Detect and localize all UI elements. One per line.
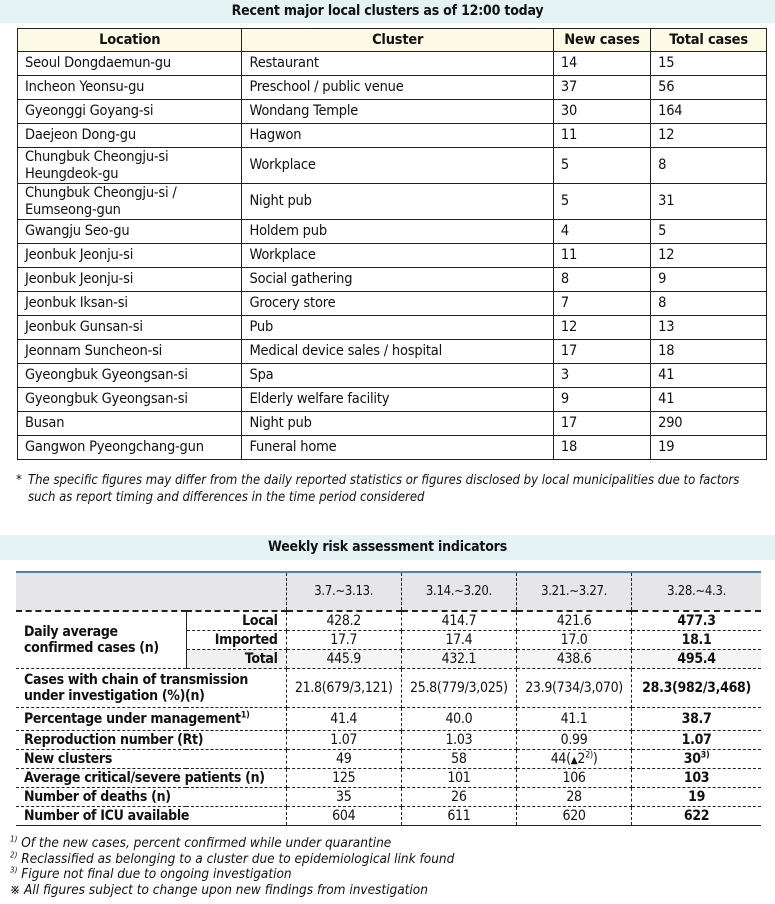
cell-new-cases: 8 xyxy=(553,268,650,292)
cell-new-cases: 18 xyxy=(553,436,650,460)
cell-total-cases: 13 xyxy=(651,316,767,340)
cell-location: Jeonnam Suncheon-si xyxy=(18,340,242,364)
cell-cluster: Medical device sales / hospital xyxy=(242,340,553,364)
header-new-cases: New cases xyxy=(553,29,650,52)
footnote-marker: 2) xyxy=(10,850,18,859)
chain-value: 21.8(679/3,121) xyxy=(286,669,401,708)
cluster-row xyxy=(18,268,767,292)
management-value: 38.7 xyxy=(632,708,761,731)
row-new-clusters xyxy=(16,750,761,769)
header-cluster: Cluster xyxy=(242,29,553,52)
cell-location: Daejeon Dong-gu xyxy=(18,124,242,148)
cell-new-cases: 4 xyxy=(553,220,650,244)
imported-label: Imported xyxy=(186,631,286,650)
cell-cluster: Wondang Temple xyxy=(242,100,553,124)
cell-new-cases: 11 xyxy=(553,244,650,268)
icu-value: 622 xyxy=(632,807,761,826)
cluster-row xyxy=(18,148,767,184)
footnote-text: The specific figures may differ from the daily reported statistics or figures disclosed by local municipalities due to factors such as report timing and differences in the time period considered xyxy=(28,473,740,505)
imported-value: 17.7 xyxy=(286,631,401,650)
new-clusters-main: 44 xyxy=(550,751,567,767)
deaths-value: 35 xyxy=(286,788,401,807)
critical-value: 103 xyxy=(632,769,761,788)
cell-new-cases: 37 xyxy=(553,76,650,100)
cell-location: Gyeonggi Goyang-si xyxy=(18,100,242,124)
cell-total-cases: 164 xyxy=(651,100,767,124)
new-clusters-value: 58 xyxy=(401,750,516,769)
rt-label: Reproduction number (Rt) xyxy=(16,731,286,750)
cell-total-cases: 8 xyxy=(651,292,767,316)
cell-total-cases: 290 xyxy=(651,412,767,436)
header-location: Location xyxy=(18,29,242,52)
footnote-text: All figures subject to change upon new findings from investigation xyxy=(24,881,428,898)
management-label xyxy=(16,708,286,731)
footnote-2 xyxy=(10,852,770,868)
cluster-row xyxy=(18,412,767,436)
footnote-ref-3: 3) xyxy=(700,750,710,761)
cell-new-cases: 17 xyxy=(553,412,650,436)
row-chain-of-transmission xyxy=(16,669,761,708)
cell-total-cases: 9 xyxy=(651,268,767,292)
footnote-3 xyxy=(10,867,770,883)
footnote-text: Of the new cases, percent confirmed while under quarantine xyxy=(21,835,392,851)
clusters-table xyxy=(17,28,767,460)
management-value: 41.1 xyxy=(516,708,631,731)
cell-location: Jeonbuk Iksan-si xyxy=(18,292,242,316)
cell-cluster: Elderly welfare facility xyxy=(242,388,553,412)
local-value: 428.2 xyxy=(286,611,401,631)
total-value: 445.9 xyxy=(286,650,401,669)
cell-location: Gyeongbuk Gyeongsan-si xyxy=(18,388,242,412)
cell-location: Chungbuk Cheongju-si / Eumseong-gun xyxy=(18,184,242,220)
cell-location: Jeonbuk Gunsan-si xyxy=(18,316,242,340)
cell-total-cases: 19 xyxy=(651,436,767,460)
footnote-text: Figure not final due to ongoing investigation xyxy=(21,866,292,882)
imported-value: 17.0 xyxy=(516,631,631,650)
total-value: 495.4 xyxy=(632,650,761,669)
cluster-row xyxy=(18,388,767,412)
cell-cluster: Preschool / public venue xyxy=(242,76,553,100)
cell-cluster: Night pub xyxy=(242,412,553,436)
deaths-value: 19 xyxy=(632,788,761,807)
clusters-footnote xyxy=(16,472,756,506)
cell-new-cases: 9 xyxy=(553,388,650,412)
cell-new-cases: 5 xyxy=(553,148,650,184)
total-label: Total xyxy=(186,650,286,669)
cell-new-cases: 12 xyxy=(553,316,650,340)
header-period-1: 3.7.~3.13. xyxy=(286,572,401,611)
cell-cluster: Restaurant xyxy=(242,52,553,76)
risk-footnotes xyxy=(10,836,770,898)
clusters-section-title: Recent major local clusters as of 12:00 today xyxy=(0,0,775,23)
cell-location: Chungbuk Cheongju-si Heungdeok-gu xyxy=(18,148,242,184)
cell-new-cases: 3 xyxy=(553,364,650,388)
icu-value: 611 xyxy=(401,807,516,826)
total-value: 438.6 xyxy=(516,650,631,669)
critical-value: 125 xyxy=(286,769,401,788)
chain-value: 23.9(734/3,070) xyxy=(516,669,631,708)
cell-location: Gyeongbuk Gyeongsan-si xyxy=(18,364,242,388)
cell-total-cases: 56 xyxy=(651,76,767,100)
cell-total-cases: 12 xyxy=(651,244,767,268)
management-label-text: Percentage under management xyxy=(24,711,241,727)
icu-value: 620 xyxy=(516,807,631,826)
imported-value: 18.1 xyxy=(632,631,761,650)
cell-cluster: Spa xyxy=(242,364,553,388)
risk-table xyxy=(16,571,761,826)
critical-value: 106 xyxy=(516,769,631,788)
reclassified-count: 2 xyxy=(577,751,586,767)
cell-cluster: Pub xyxy=(242,316,553,340)
icu-label: Number of ICU available xyxy=(16,807,286,826)
paren-close: ) xyxy=(592,751,598,767)
cluster-row xyxy=(18,316,767,340)
cell-new-cases: 5 xyxy=(553,184,650,220)
header-blank xyxy=(16,572,286,611)
cell-new-cases: 14 xyxy=(553,52,650,76)
daily-average-label: Daily average confirmed cases (n) xyxy=(16,611,186,669)
critical-label: Average critical/severe patients (n) xyxy=(16,769,286,788)
cell-new-cases: 11 xyxy=(553,124,650,148)
row-reproduction-number xyxy=(16,731,761,750)
cell-location: Incheon Yeonsu-gu xyxy=(18,76,242,100)
new-clusters-value: 49 xyxy=(286,750,401,769)
footnote-ref-2: 2) xyxy=(585,750,593,761)
critical-value: 101 xyxy=(401,769,516,788)
cell-location: Gwangju Seo-gu xyxy=(18,220,242,244)
local-label: Local xyxy=(186,611,286,631)
chain-label: Cases with chain of transmission under investigation (%)(n) xyxy=(16,669,286,708)
cluster-row xyxy=(18,364,767,388)
cluster-row xyxy=(18,52,767,76)
cluster-row xyxy=(18,292,767,316)
cluster-row xyxy=(18,220,767,244)
local-value: 414.7 xyxy=(401,611,516,631)
new-clusters-value-4 xyxy=(632,750,761,769)
risk-section-title: Weekly risk assessment indicators xyxy=(0,535,775,560)
cell-total-cases: 41 xyxy=(651,364,767,388)
rt-value: 0.99 xyxy=(516,731,631,750)
clusters-header-row xyxy=(18,29,767,52)
cell-location: Gangwon Pyeongchang-gun xyxy=(18,436,242,460)
cell-total-cases: 41 xyxy=(651,388,767,412)
deaths-value: 28 xyxy=(516,788,631,807)
cluster-row xyxy=(18,340,767,364)
cell-total-cases: 31 xyxy=(651,184,767,220)
cluster-row xyxy=(18,184,767,220)
cell-cluster: Holdem pub xyxy=(242,220,553,244)
management-value: 40.0 xyxy=(401,708,516,731)
risk-header-row xyxy=(16,572,761,611)
cluster-row xyxy=(18,100,767,124)
header-period-2: 3.14.~3.20. xyxy=(401,572,516,611)
header-period-3: 3.21.~3.27. xyxy=(516,572,631,611)
management-value: 41.4 xyxy=(286,708,401,731)
footnote-text: Reclassified as belonging to a cluster due to epidemiological link found xyxy=(21,850,455,867)
cell-new-cases: 7 xyxy=(553,292,650,316)
local-value: 421.6 xyxy=(516,611,631,631)
icu-value: 604 xyxy=(286,807,401,826)
cell-cluster: Hagwon xyxy=(242,124,553,148)
rt-value: 1.07 xyxy=(286,731,401,750)
deaths-label: Number of deaths (n) xyxy=(16,788,286,807)
footnote-asterisk: * xyxy=(16,473,22,488)
cell-new-cases: 30 xyxy=(553,100,650,124)
footnote-4 xyxy=(10,883,770,899)
cell-cluster: Night pub xyxy=(242,184,553,220)
cell-location: Jeonbuk Jeonju-si xyxy=(18,268,242,292)
increase-triangle-icon: ▲ xyxy=(570,755,578,766)
footnote-ref-1: 1) xyxy=(240,710,250,721)
chain-value: 28.3(982/3,468) xyxy=(632,669,761,708)
row-critical-patients xyxy=(16,769,761,788)
new-clusters-value-3 xyxy=(516,750,631,769)
cell-location: Jeonbuk Jeonju-si xyxy=(18,244,242,268)
imported-value: 17.4 xyxy=(401,631,516,650)
cell-cluster: Workplace xyxy=(242,244,553,268)
row-icu xyxy=(16,807,761,826)
new-clusters-label: New clusters xyxy=(16,750,286,769)
header-total-cases: Total cases xyxy=(651,29,767,52)
row-management xyxy=(16,708,761,731)
cell-total-cases: 12 xyxy=(651,124,767,148)
row-deaths xyxy=(16,788,761,807)
cell-cluster: Funeral home xyxy=(242,436,553,460)
deaths-value: 26 xyxy=(401,788,516,807)
cell-cluster: Workplace xyxy=(242,148,553,184)
cluster-row xyxy=(18,244,767,268)
reference-mark-icon: ※ xyxy=(10,881,21,898)
cell-location: Busan xyxy=(18,412,242,436)
cell-cluster: Grocery store xyxy=(242,292,553,316)
total-value: 432.1 xyxy=(401,650,516,669)
cluster-row xyxy=(18,436,767,460)
footnote-marker: 3) xyxy=(10,865,18,875)
row-daily-local xyxy=(16,611,761,631)
cell-total-cases: 15 xyxy=(651,52,767,76)
cell-location: Seoul Dongdaemun-gu xyxy=(18,52,242,76)
cell-cluster: Social gathering xyxy=(242,268,553,292)
header-period-4: 3.28.~4.3. xyxy=(632,572,761,611)
footnote-1 xyxy=(10,836,770,852)
cell-total-cases: 8 xyxy=(651,148,767,184)
cell-new-cases: 17 xyxy=(553,340,650,364)
cluster-row xyxy=(18,76,767,100)
rt-value: 1.03 xyxy=(401,731,516,750)
cell-total-cases: 5 xyxy=(651,220,767,244)
local-value: 477.3 xyxy=(632,611,761,631)
cell-total-cases: 18 xyxy=(651,340,767,364)
new-clusters-main: 30 xyxy=(683,751,701,767)
paren-open: ( xyxy=(566,751,571,767)
footnote-marker: 1) xyxy=(10,834,18,844)
cluster-row xyxy=(18,124,767,148)
rt-value: 1.07 xyxy=(632,731,761,750)
chain-value: 25.8(779/3,025) xyxy=(401,669,516,708)
